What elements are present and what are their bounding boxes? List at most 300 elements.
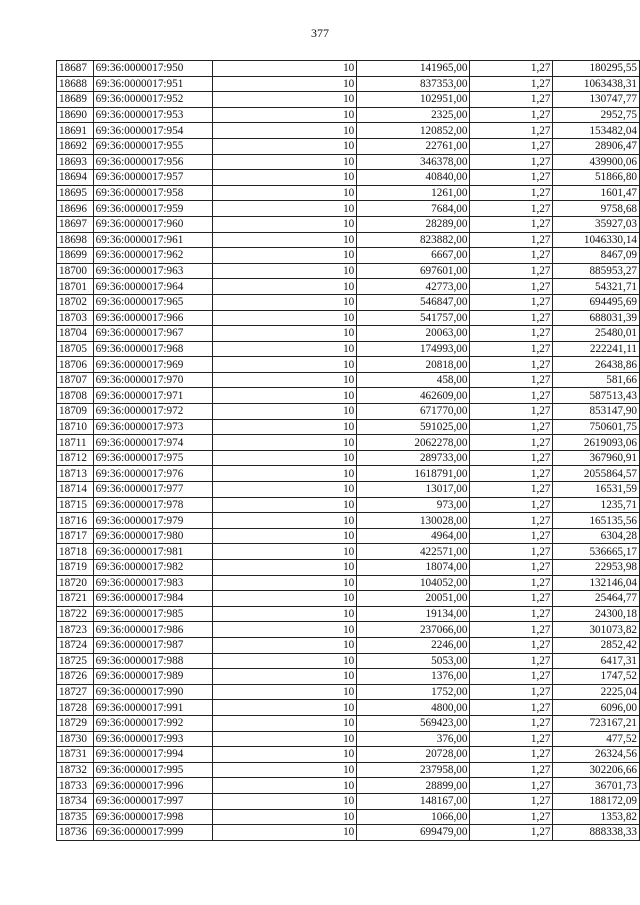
row-number-cell: 18725 <box>57 653 94 669</box>
value-cell: 54321,71 <box>553 279 640 295</box>
row-number-cell: 18731 <box>57 747 94 763</box>
coefficient-cell: 1,27 <box>470 450 553 466</box>
area-cell: 591025,00 <box>357 419 470 435</box>
table-row <box>57 123 640 139</box>
row-number-cell: 18732 <box>57 762 94 778</box>
cadastral-number-cell: 69:36:0000017:954 <box>93 123 213 139</box>
area-cell: 1066,00 <box>357 809 470 825</box>
row-number-cell: 18710 <box>57 419 94 435</box>
group-code-cell: 10 <box>213 372 357 388</box>
coefficient-cell: 1,27 <box>470 404 553 420</box>
cadastral-number-cell: 69:36:0000017:984 <box>93 591 213 607</box>
area-cell: 422571,00 <box>357 544 470 560</box>
row-number-cell: 18700 <box>57 263 94 279</box>
table-row <box>57 497 640 513</box>
table-row <box>57 435 640 451</box>
table-row <box>57 263 640 279</box>
group-code-cell: 10 <box>213 591 357 607</box>
coefficient-cell: 1,27 <box>470 544 553 560</box>
value-cell: 888338,33 <box>553 825 640 841</box>
table-row <box>57 544 640 560</box>
area-cell: 22761,00 <box>357 138 470 154</box>
group-code-cell: 10 <box>213 825 357 841</box>
coefficient-cell: 1,27 <box>470 591 553 607</box>
table-row <box>57 513 640 529</box>
area-cell: 699479,00 <box>357 825 470 841</box>
group-code-cell: 10 <box>213 715 357 731</box>
area-cell: 458,00 <box>357 372 470 388</box>
coefficient-cell: 1,27 <box>470 185 553 201</box>
group-code-cell: 10 <box>213 310 357 326</box>
area-cell: 569423,00 <box>357 715 470 731</box>
cadastral-number-cell: 69:36:0000017:959 <box>93 201 213 217</box>
value-cell: 2952,75 <box>553 107 640 123</box>
group-code-cell: 10 <box>213 575 357 591</box>
table-row <box>57 201 640 217</box>
coefficient-cell: 1,27 <box>470 809 553 825</box>
table-row <box>57 622 640 638</box>
cadastral-number-cell: 69:36:0000017:979 <box>93 513 213 529</box>
cadastral-number-cell: 69:36:0000017:988 <box>93 653 213 669</box>
area-cell: 376,00 <box>357 731 470 747</box>
group-code-cell: 10 <box>213 123 357 139</box>
value-cell: 477,52 <box>553 731 640 747</box>
table-row <box>57 700 640 716</box>
area-cell: 120852,00 <box>357 123 470 139</box>
group-code-cell: 10 <box>213 248 357 264</box>
group-code-cell: 10 <box>213 138 357 154</box>
cadastral-number-cell: 69:36:0000017:986 <box>93 622 213 638</box>
row-number-cell: 18688 <box>57 76 94 92</box>
value-cell: 16531,59 <box>553 482 640 498</box>
coefficient-cell: 1,27 <box>470 513 553 529</box>
table-row <box>57 560 640 576</box>
row-number-cell: 18715 <box>57 497 94 513</box>
group-code-cell: 10 <box>213 450 357 466</box>
table-row <box>57 419 640 435</box>
cadastral-number-cell: 69:36:0000017:961 <box>93 232 213 248</box>
cadastral-number-cell: 69:36:0000017:991 <box>93 700 213 716</box>
value-cell: 22953,98 <box>553 560 640 576</box>
group-code-cell: 10 <box>213 294 357 310</box>
group-code-cell: 10 <box>213 326 357 342</box>
table-row <box>57 809 640 825</box>
area-cell: 18074,00 <box>357 560 470 576</box>
cadastral-value-table <box>56 60 640 841</box>
coefficient-cell: 1,27 <box>470 248 553 264</box>
cadastral-number-cell: 69:36:0000017:960 <box>93 216 213 232</box>
coefficient-cell: 1,27 <box>470 606 553 622</box>
area-cell: 28899,00 <box>357 778 470 794</box>
row-number-cell: 18736 <box>57 825 94 841</box>
cadastral-number-cell: 69:36:0000017:969 <box>93 357 213 373</box>
row-number-cell: 18713 <box>57 466 94 482</box>
group-code-cell: 10 <box>213 482 357 498</box>
value-cell: 723167,21 <box>553 715 640 731</box>
table-row <box>57 528 640 544</box>
group-code-cell: 10 <box>213 201 357 217</box>
cadastral-number-cell: 69:36:0000017:973 <box>93 419 213 435</box>
row-number-cell: 18714 <box>57 482 94 498</box>
area-cell: 289733,00 <box>357 450 470 466</box>
row-number-cell: 18702 <box>57 294 94 310</box>
coefficient-cell: 1,27 <box>470 372 553 388</box>
coefficient-cell: 1,27 <box>470 388 553 404</box>
row-number-cell: 18690 <box>57 107 94 123</box>
row-number-cell: 18729 <box>57 715 94 731</box>
table-row <box>57 762 640 778</box>
area-cell: 1752,00 <box>357 684 470 700</box>
area-cell: 19134,00 <box>357 606 470 622</box>
cadastral-number-cell: 69:36:0000017:970 <box>93 372 213 388</box>
cadastral-number-cell: 69:36:0000017:965 <box>93 294 213 310</box>
row-number-cell: 18703 <box>57 310 94 326</box>
area-cell: 2325,00 <box>357 107 470 123</box>
value-cell: 853147,90 <box>553 404 640 420</box>
coefficient-cell: 1,27 <box>470 419 553 435</box>
group-code-cell: 10 <box>213 731 357 747</box>
area-cell: 102951,00 <box>357 92 470 108</box>
coefficient-cell: 1,27 <box>470 263 553 279</box>
table-row <box>57 450 640 466</box>
area-cell: 697601,00 <box>357 263 470 279</box>
group-code-cell: 10 <box>213 76 357 92</box>
table-row <box>57 684 640 700</box>
table-row <box>57 778 640 794</box>
area-cell: 20728,00 <box>357 747 470 763</box>
cadastral-number-cell: 69:36:0000017:963 <box>93 263 213 279</box>
group-code-cell: 10 <box>213 357 357 373</box>
coefficient-cell: 1,27 <box>470 653 553 669</box>
cadastral-number-cell: 69:36:0000017:971 <box>93 388 213 404</box>
value-cell: 750601,75 <box>553 419 640 435</box>
row-number-cell: 18734 <box>57 793 94 809</box>
area-cell: 541757,00 <box>357 310 470 326</box>
row-number-cell: 18726 <box>57 669 94 685</box>
value-cell: 28906,47 <box>553 138 640 154</box>
coefficient-cell: 1,27 <box>470 575 553 591</box>
cadastral-number-cell: 69:36:0000017:996 <box>93 778 213 794</box>
table-row <box>57 637 640 653</box>
cadastral-number-cell: 69:36:0000017:972 <box>93 404 213 420</box>
cadastral-number-cell: 69:36:0000017:998 <box>93 809 213 825</box>
value-cell: 439900,06 <box>553 154 640 170</box>
area-cell: 462609,00 <box>357 388 470 404</box>
value-cell: 180295,55 <box>553 61 640 77</box>
row-number-cell: 18701 <box>57 279 94 295</box>
value-cell: 6417,31 <box>553 653 640 669</box>
area-cell: 20063,00 <box>357 326 470 342</box>
coefficient-cell: 1,27 <box>470 216 553 232</box>
coefficient-cell: 1,27 <box>470 76 553 92</box>
cadastral-number-cell: 69:36:0000017:966 <box>93 310 213 326</box>
row-number-cell: 18735 <box>57 809 94 825</box>
group-code-cell: 10 <box>213 544 357 560</box>
cadastral-number-cell: 69:36:0000017:980 <box>93 528 213 544</box>
row-number-cell: 18708 <box>57 388 94 404</box>
coefficient-cell: 1,27 <box>470 700 553 716</box>
row-number-cell: 18733 <box>57 778 94 794</box>
cadastral-number-cell: 69:36:0000017:989 <box>93 669 213 685</box>
group-code-cell: 10 <box>213 528 357 544</box>
cadastral-number-cell: 69:36:0000017:993 <box>93 731 213 747</box>
area-cell: 13017,00 <box>357 482 470 498</box>
coefficient-cell: 1,27 <box>470 622 553 638</box>
cadastral-number-cell: 69:36:0000017:956 <box>93 154 213 170</box>
area-cell: 237066,00 <box>357 622 470 638</box>
row-number-cell: 18721 <box>57 591 94 607</box>
group-code-cell: 10 <box>213 747 357 763</box>
cadastral-number-cell: 69:36:0000017:976 <box>93 466 213 482</box>
value-cell: 885953,27 <box>553 263 640 279</box>
row-number-cell: 18695 <box>57 185 94 201</box>
group-code-cell: 10 <box>213 404 357 420</box>
area-cell: 40840,00 <box>357 170 470 186</box>
cadastral-number-cell: 69:36:0000017:985 <box>93 606 213 622</box>
table-row <box>57 825 640 841</box>
area-cell: 104052,00 <box>357 575 470 591</box>
value-cell: 302206,66 <box>553 762 640 778</box>
coefficient-cell: 1,27 <box>470 715 553 731</box>
area-cell: 20051,00 <box>357 591 470 607</box>
table-row <box>57 326 640 342</box>
group-code-cell: 10 <box>213 107 357 123</box>
value-cell: 130747,77 <box>553 92 640 108</box>
cadastral-number-cell: 69:36:0000017:995 <box>93 762 213 778</box>
row-number-cell: 18693 <box>57 154 94 170</box>
group-code-cell: 10 <box>213 341 357 357</box>
value-cell: 2852,42 <box>553 637 640 653</box>
value-cell: 26438,86 <box>553 357 640 373</box>
table-row <box>57 310 640 326</box>
table-row <box>57 731 640 747</box>
value-cell: 694495,69 <box>553 294 640 310</box>
group-code-cell: 10 <box>213 216 357 232</box>
value-cell: 301073,82 <box>553 622 640 638</box>
table-row <box>57 76 640 92</box>
table-row <box>57 715 640 731</box>
table-row <box>57 404 640 420</box>
group-code-cell: 10 <box>213 793 357 809</box>
table-row <box>57 294 640 310</box>
area-cell: 2246,00 <box>357 637 470 653</box>
table-row <box>57 138 640 154</box>
row-number-cell: 18720 <box>57 575 94 591</box>
table-row <box>57 107 640 123</box>
table-row <box>57 357 640 373</box>
value-cell: 536665,17 <box>553 544 640 560</box>
value-cell: 8467,09 <box>553 248 640 264</box>
area-cell: 28289,00 <box>357 216 470 232</box>
coefficient-cell: 1,27 <box>470 466 553 482</box>
value-cell: 1046330,14 <box>553 232 640 248</box>
cadastral-number-cell: 69:36:0000017:968 <box>93 341 213 357</box>
coefficient-cell: 1,27 <box>470 528 553 544</box>
area-cell: 1618791,00 <box>357 466 470 482</box>
cadastral-number-cell: 69:36:0000017:952 <box>93 92 213 108</box>
row-number-cell: 18719 <box>57 560 94 576</box>
area-cell: 346378,00 <box>357 154 470 170</box>
area-cell: 20818,00 <box>357 357 470 373</box>
cadastral-number-cell: 69:36:0000017:955 <box>93 138 213 154</box>
coefficient-cell: 1,27 <box>470 825 553 841</box>
cadastral-number-cell: 69:36:0000017:997 <box>93 793 213 809</box>
row-number-cell: 18687 <box>57 61 94 77</box>
group-code-cell: 10 <box>213 154 357 170</box>
group-code-cell: 10 <box>213 513 357 529</box>
coefficient-cell: 1,27 <box>470 357 553 373</box>
group-code-cell: 10 <box>213 279 357 295</box>
row-number-cell: 18709 <box>57 404 94 420</box>
value-cell: 51866,80 <box>553 170 640 186</box>
table-row <box>57 61 640 77</box>
coefficient-cell: 1,27 <box>470 170 553 186</box>
table-row <box>57 341 640 357</box>
cadastral-number-cell: 69:36:0000017:975 <box>93 450 213 466</box>
cadastral-number-cell: 69:36:0000017:974 <box>93 435 213 451</box>
row-number-cell: 18718 <box>57 544 94 560</box>
group-code-cell: 10 <box>213 809 357 825</box>
group-code-cell: 10 <box>213 232 357 248</box>
row-number-cell: 18727 <box>57 684 94 700</box>
table-row <box>57 388 640 404</box>
value-cell: 165135,56 <box>553 513 640 529</box>
value-cell: 2619093,06 <box>553 435 640 451</box>
row-number-cell: 18724 <box>57 637 94 653</box>
row-number-cell: 18722 <box>57 606 94 622</box>
area-cell: 6667,00 <box>357 248 470 264</box>
row-number-cell: 18698 <box>57 232 94 248</box>
table-row <box>57 154 640 170</box>
value-cell: 25464,77 <box>553 591 640 607</box>
row-number-cell: 18689 <box>57 92 94 108</box>
cadastral-number-cell: 69:36:0000017:951 <box>93 76 213 92</box>
row-number-cell: 18716 <box>57 513 94 529</box>
coefficient-cell: 1,27 <box>470 294 553 310</box>
row-number-cell: 18691 <box>57 123 94 139</box>
coefficient-cell: 1,27 <box>470 669 553 685</box>
cadastral-number-cell: 69:36:0000017:977 <box>93 482 213 498</box>
value-cell: 153482,04 <box>553 123 640 139</box>
group-code-cell: 10 <box>213 185 357 201</box>
coefficient-cell: 1,27 <box>470 154 553 170</box>
table-row <box>57 92 640 108</box>
coefficient-cell: 1,27 <box>470 435 553 451</box>
cadastral-number-cell: 69:36:0000017:958 <box>93 185 213 201</box>
cadastral-number-cell: 69:36:0000017:950 <box>93 61 213 77</box>
row-number-cell: 18723 <box>57 622 94 638</box>
table-row <box>57 653 640 669</box>
value-cell: 367960,91 <box>553 450 640 466</box>
coefficient-cell: 1,27 <box>470 232 553 248</box>
group-code-cell: 10 <box>213 435 357 451</box>
coefficient-cell: 1,27 <box>470 560 553 576</box>
table-row <box>57 279 640 295</box>
table-row <box>57 248 640 264</box>
cadastral-number-cell: 69:36:0000017:967 <box>93 326 213 342</box>
group-code-cell: 10 <box>213 419 357 435</box>
group-code-cell: 10 <box>213 61 357 77</box>
area-cell: 546847,00 <box>357 294 470 310</box>
group-code-cell: 10 <box>213 170 357 186</box>
table-row <box>57 372 640 388</box>
cadastral-number-cell: 69:36:0000017:978 <box>93 497 213 513</box>
area-cell: 174993,00 <box>357 341 470 357</box>
table-row <box>57 216 640 232</box>
value-cell: 24300,18 <box>553 606 640 622</box>
value-cell: 1601,47 <box>553 185 640 201</box>
value-cell: 132146,04 <box>553 575 640 591</box>
area-cell: 1261,00 <box>357 185 470 201</box>
area-cell: 237958,00 <box>357 762 470 778</box>
coefficient-cell: 1,27 <box>470 731 553 747</box>
group-code-cell: 10 <box>213 263 357 279</box>
group-code-cell: 10 <box>213 388 357 404</box>
value-cell: 222241,11 <box>553 341 640 357</box>
table-row <box>57 232 640 248</box>
group-code-cell: 10 <box>213 684 357 700</box>
coefficient-cell: 1,27 <box>470 497 553 513</box>
area-cell: 1376,00 <box>357 669 470 685</box>
row-number-cell: 18705 <box>57 341 94 357</box>
coefficient-cell: 1,27 <box>470 310 553 326</box>
row-number-cell: 18728 <box>57 700 94 716</box>
area-cell: 5053,00 <box>357 653 470 669</box>
table-row <box>57 747 640 763</box>
row-number-cell: 18699 <box>57 248 94 264</box>
value-cell: 1747,52 <box>553 669 640 685</box>
table-row <box>57 185 640 201</box>
value-cell: 6096,00 <box>553 700 640 716</box>
group-code-cell: 10 <box>213 669 357 685</box>
table-row <box>57 669 640 685</box>
cadastral-number-cell: 69:36:0000017:990 <box>93 684 213 700</box>
group-code-cell: 10 <box>213 622 357 638</box>
value-cell: 1063438,31 <box>553 76 640 92</box>
row-number-cell: 18692 <box>57 138 94 154</box>
value-cell: 25480,01 <box>553 326 640 342</box>
row-number-cell: 18717 <box>57 528 94 544</box>
coefficient-cell: 1,27 <box>470 747 553 763</box>
row-number-cell: 18694 <box>57 170 94 186</box>
value-cell: 188172,09 <box>553 793 640 809</box>
cadastral-number-cell: 69:36:0000017:957 <box>93 170 213 186</box>
value-cell: 581,66 <box>553 372 640 388</box>
value-cell: 36701,73 <box>553 778 640 794</box>
area-cell: 823882,00 <box>357 232 470 248</box>
coefficient-cell: 1,27 <box>470 684 553 700</box>
coefficient-cell: 1,27 <box>470 107 553 123</box>
cadastral-number-cell: 69:36:0000017:994 <box>93 747 213 763</box>
value-cell: 1353,82 <box>553 809 640 825</box>
area-cell: 4964,00 <box>357 528 470 544</box>
table-row <box>57 482 640 498</box>
coefficient-cell: 1,27 <box>470 92 553 108</box>
cadastral-number-cell: 69:36:0000017:981 <box>93 544 213 560</box>
page-number: 377 <box>311 26 329 40</box>
row-number-cell: 18707 <box>57 372 94 388</box>
cadastral-number-cell: 69:36:0000017:992 <box>93 715 213 731</box>
area-cell: 4800,00 <box>357 700 470 716</box>
group-code-cell: 10 <box>213 637 357 653</box>
table-body <box>57 61 640 841</box>
group-code-cell: 10 <box>213 92 357 108</box>
area-cell: 973,00 <box>357 497 470 513</box>
coefficient-cell: 1,27 <box>470 279 553 295</box>
group-code-cell: 10 <box>213 762 357 778</box>
group-code-cell: 10 <box>213 466 357 482</box>
area-cell: 671770,00 <box>357 404 470 420</box>
